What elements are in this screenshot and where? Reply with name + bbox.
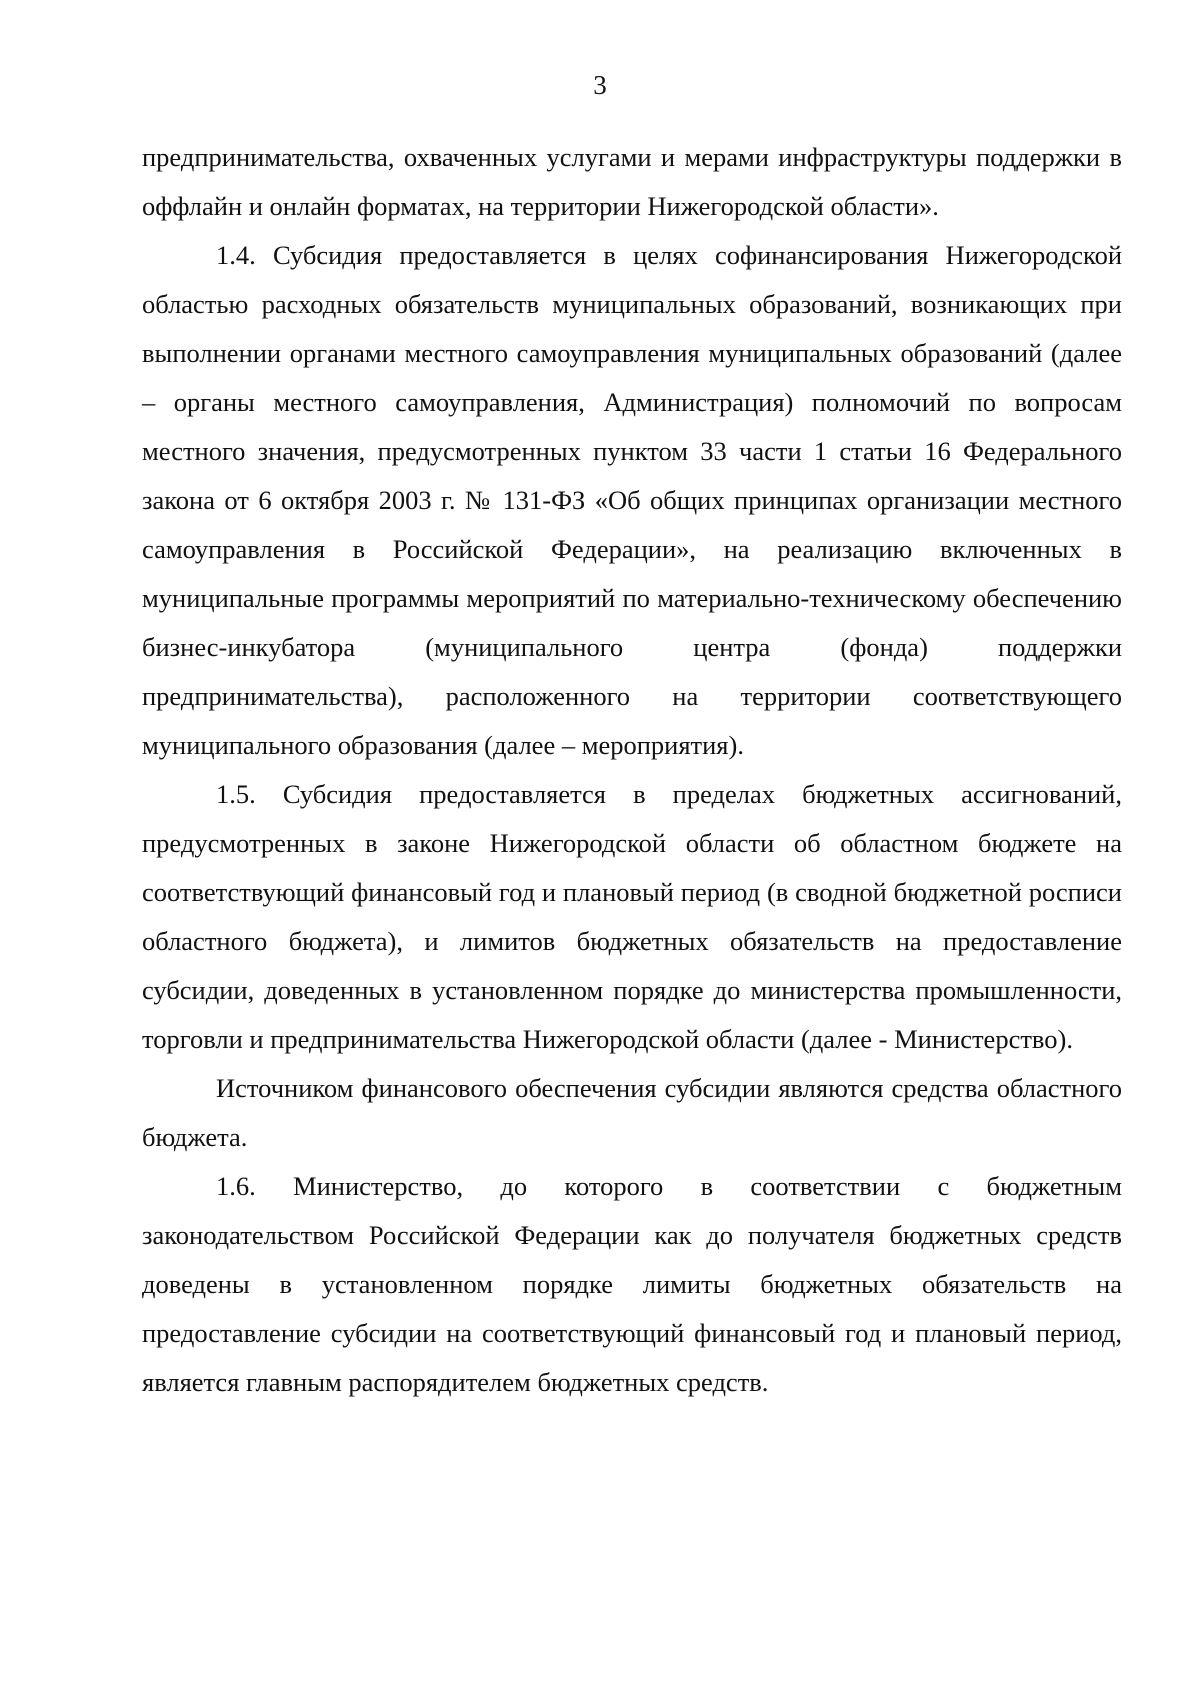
paragraph-funding-source: Источником финансового обеспечения субсидии являются средства областного бюджета. <box>142 1073 1122 1152</box>
paragraph-continuation: предпринимательства, охваченных услугами и мерами инфраструктуры поддержки в оффлайн и онлайн форматах, на территории Нижегородской области». <box>142 142 1122 221</box>
paragraph-1-6: 1.6. Министерство, до которого в соответствии с бюджетным законодательством Российской Федерации как до получателя бюджетных средств доведены в установленном порядке лимиты бюджетных обязательств на предоставление субсидии на соответствующий финансовый год и плановый период, является главным распорядителем бюджетных средств. <box>142 1171 1122 1397</box>
paragraph-1-5: 1.5. Субсидия предоставляется в пределах бюджетных ассигнований, предусмотренных в законе Нижегородской области об областном бюджете на соответствующий финансовый год и плановый период (в сводной бюджетной росписи областного бюджета), и лимитов бюджетных обязательств на предоставление субсидии, доведенных в установленном порядке до министерства промышленности, торговли и предпринимательства Нижегородской области (далее - Министерство). <box>142 779 1122 1054</box>
document-body <box>142 133 1122 1407</box>
page-number: 3 <box>593 70 607 100</box>
paragraph-1-4: 1.4. Субсидия предоставляется в целях софинансирования Нижегородской областью расходных обязательств муниципальных образований, возникающих при выполнении органами местного самоуправления муниципальных образований (далее – органы местного самоуправления, Администрация) полномочий по вопросам местного значения, предусмотренных пунктом 33 части 1 статьи 16 Федерального закона от 6 октября 2003 г. № 131-ФЗ «Об общих принципах организации местного самоуправления в Российской Федерации», на реализацию включенных в муниципальные программы мероприятий по материально-техническому обеспечению бизнес-инкубатора (муниципального центра (фонда) поддержки предпринимательства), расположенного на территории соответствующего муниципального образования (далее – мероприятия). <box>142 240 1122 760</box>
